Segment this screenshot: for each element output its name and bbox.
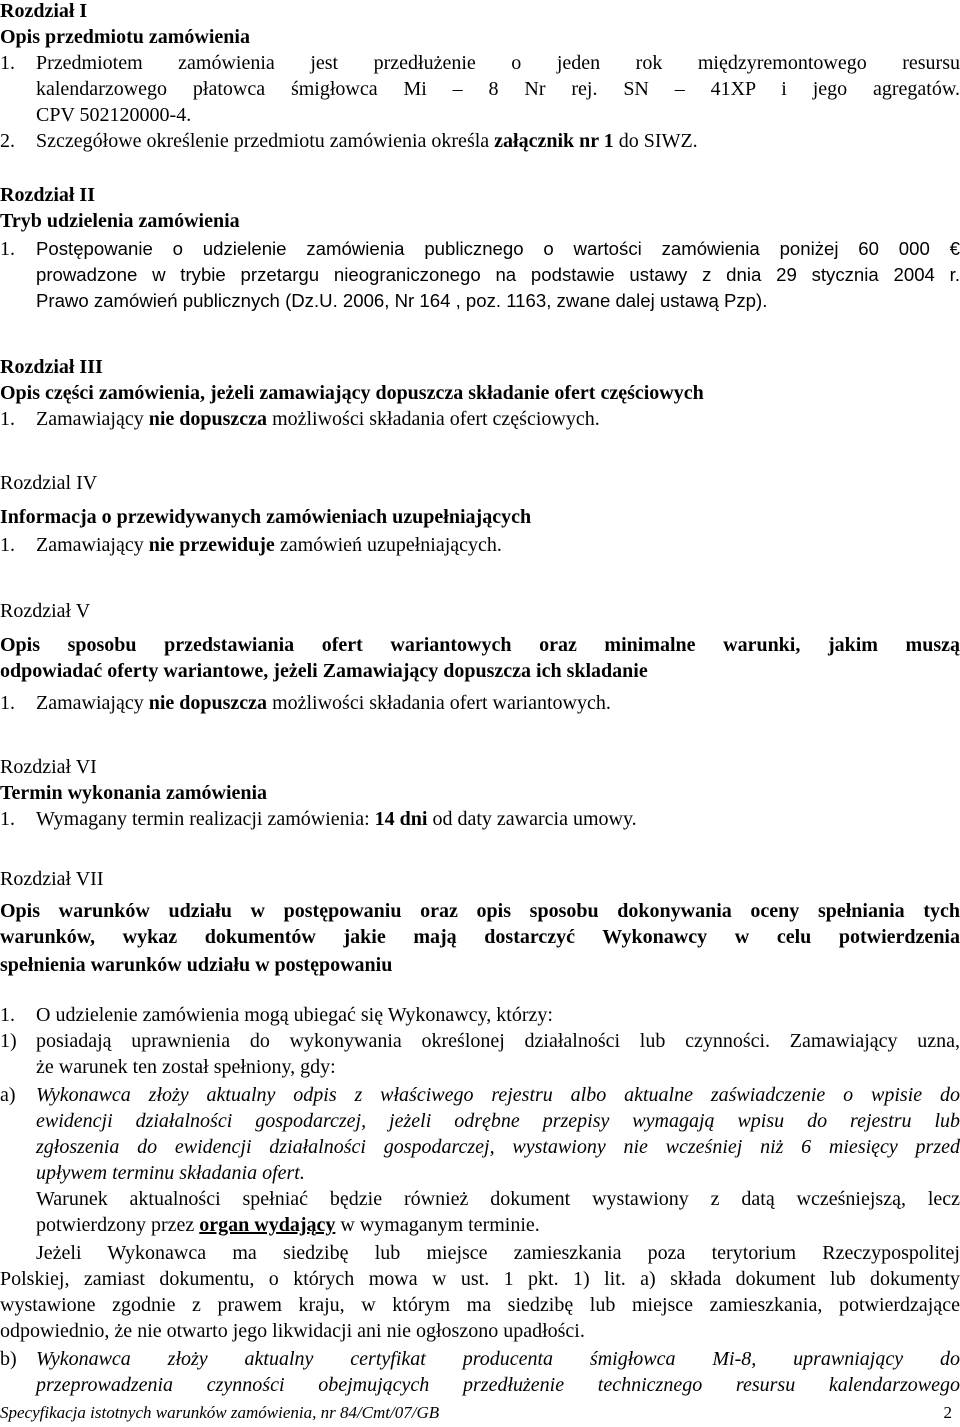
section-6-heading: Rozdział VI xyxy=(0,756,97,778)
item-text: zgłoszenia do ewidencji działalności gospodarczej, wystawiony nie wcześniej niż 6 miesięcy przed xyxy=(36,1136,960,1158)
item-text: że warunek ten został spełniony, gdy: xyxy=(36,1056,336,1078)
section-5-heading: Rozdział V xyxy=(0,600,91,622)
section-5-title-line-1: Opis sposobu przedstawiania ofert wariantowych oraz minimalne warunki, jakim muszą xyxy=(0,634,960,656)
item-number: 1. xyxy=(0,808,15,830)
attachment-reference: załącznik nr 1 xyxy=(494,130,614,152)
item-number: 1. xyxy=(0,52,15,74)
item-text xyxy=(36,806,960,832)
section-1-heading: Rozdział I xyxy=(0,0,88,22)
foreign-contractor-line-3: wystawione zgodnie z prawem kraju, w którym ma siedzibę lub miejsce zamieszkania, potwierdzające xyxy=(0,1294,960,1316)
foreign-contractor-line-4: odpowiednio, że nie otwarto jego likwidacji ani nie ogłoszono upadłości. xyxy=(0,1320,585,1342)
text-run: zamówień uzupełniających. xyxy=(274,534,502,556)
section-7-title-line-3: spełnienia warunków udziału w postępowaniu xyxy=(0,954,393,976)
deadline-value: 14 dni xyxy=(374,808,428,830)
item-text xyxy=(36,128,960,154)
text-run: możliwości składania ofert wariantowych. xyxy=(267,692,611,714)
item-text xyxy=(36,406,960,432)
item-text xyxy=(36,532,960,558)
text-run: do SIWZ. xyxy=(613,130,698,152)
item-text: Jeżeli Wykonawca ma siedzibę lub miejsce zamieszkania poza terytorium Rzeczypospolitej xyxy=(36,1242,960,1264)
item-text: przeprowadzenia czynności obejmujących przedłużenie technicznego resursu kalendarzowego xyxy=(36,1374,960,1396)
item-text: upływem terminu składania ofert. xyxy=(36,1162,305,1184)
item-text: Wykonawca złoży aktualny odpis z właściwego rejestru albo aktualne zaświadczenie o wpisie do xyxy=(36,1084,960,1106)
text-run: możliwości składania ofert częściowych. xyxy=(267,408,600,430)
item-text: CPV 502120000-4. xyxy=(36,104,192,126)
item-text: Prawo zamówień publicznych (Dz.U. 2006, Nr 164 , poz. 1163, zwane dalej ustawą Pzp). xyxy=(36,290,768,311)
page-number: 2 xyxy=(943,1403,952,1422)
item-letter: a) xyxy=(0,1084,16,1106)
section-4-heading: Rozdzial IV xyxy=(0,472,98,494)
text-run: Wymagany termin realizacji zamówienia: xyxy=(36,808,375,830)
emphasis: organ wydający xyxy=(199,1214,336,1236)
item-text: kalendarzowego płatowca śmigłowca Mi – 8 Nr rej. SN – 41XP i jego agregatów. xyxy=(36,78,960,100)
foreign-contractor-line-2: Polskiej, zamiast dokumentu, o których mowa w ust. 1 pkt. 1) lit. a) składa dokument lub dokumenty xyxy=(0,1268,960,1290)
item-text xyxy=(36,1212,960,1238)
item-letter: b) xyxy=(0,1348,17,1370)
text-run: od daty zawarcia umowy. xyxy=(427,808,637,830)
item-number: 1. xyxy=(0,692,15,714)
item-number: 1. xyxy=(0,1004,15,1026)
text-run: potwierdzony przez xyxy=(36,1214,200,1236)
item-number: 1. xyxy=(0,534,15,556)
section-2-heading: Rozdział II xyxy=(0,184,95,206)
section-3-title: Opis części zamówienia, jeżeli zamawiający dopuszcza składanie ofert częściowych xyxy=(0,382,704,404)
section-1-title: Opis przedmiotu zamówienia xyxy=(0,26,250,48)
item-text: posiadają uprawnienia do wykonywania określonej działalności lub czynności. Zamawiający uzna, xyxy=(36,1030,960,1052)
item-text: prowadzone w trybie przetargu nieograniczonego na podstawie ustawy z dnia 29 stycznia 2004 r. xyxy=(36,264,960,285)
text-run: w wymaganym terminie. xyxy=(335,1214,540,1236)
item-text: ewidencji działalności gospodarczej, jeżeli odrębne przepisy wymagają wpisu do rejestru lub xyxy=(36,1110,960,1132)
item-number: 1. xyxy=(0,408,15,430)
item-number: 2. xyxy=(0,130,15,152)
section-7-heading: Rozdział VII xyxy=(0,868,104,890)
section-4-title: Informacja o przewidywanych zamówieniach uzupełniających xyxy=(0,506,532,528)
section-6-title: Termin wykonania zamówienia xyxy=(0,782,268,804)
emphasis: nie dopuszcza xyxy=(148,692,268,714)
section-7-title-line-1: Opis warunków udziału w postępowaniu oraz opis sposobu dokonywania oceny spełniania tych xyxy=(0,900,960,922)
section-5-title-line-2: odpowiadać oferty wariantowe, jeżeli Zamawiający dopuszcza ich skladanie xyxy=(0,660,648,682)
item-number: 1. xyxy=(0,238,15,260)
text-run: Szczegółowe określenie przedmiotu zamówienia określa xyxy=(36,130,495,152)
item-text: Wykonawca złoży aktualny certyfikat producenta śmigłowca Mi-8, uprawniający do xyxy=(36,1348,960,1370)
item-text xyxy=(36,690,960,716)
item-text: O udzielenie zamówienia mogą ubiegać się Wykonawcy, którzy: xyxy=(36,1004,553,1026)
emphasis: nie dopuszcza xyxy=(148,408,268,430)
footer-text: Specyfikacja istotnych warunków zamówienia, nr 84/Cmt/07/GB xyxy=(0,1403,440,1422)
emphasis: nie przewiduje xyxy=(148,534,275,556)
item-text: Postępowanie o udzielenie zamówienia publicznego o wartości zamówienia poniżej 60 000 € xyxy=(36,238,960,259)
text-run: Zamawiający xyxy=(36,534,149,556)
item-number: 1) xyxy=(0,1030,17,1052)
section-2-title: Tryb udzielenia zamówienia xyxy=(0,210,240,232)
section-7-title-line-2: warunków, wykaz dokumentów jakie mają dostarczyć Wykonawcy w celu potwierdzenia xyxy=(0,926,960,948)
section-3-heading: Rozdział III xyxy=(0,356,103,378)
text-run: Zamawiający xyxy=(36,692,149,714)
page-footer xyxy=(0,1402,960,1424)
item-text: Warunek aktualności spełniać będzie również dokument wystawiony z datą wcześniejszą, lecz xyxy=(36,1188,960,1210)
text-run: Zamawiający xyxy=(36,408,149,430)
item-text: Przedmiotem zamówienia jest przedłużenie o jeden rok międzyremontowego resursu xyxy=(36,52,960,74)
